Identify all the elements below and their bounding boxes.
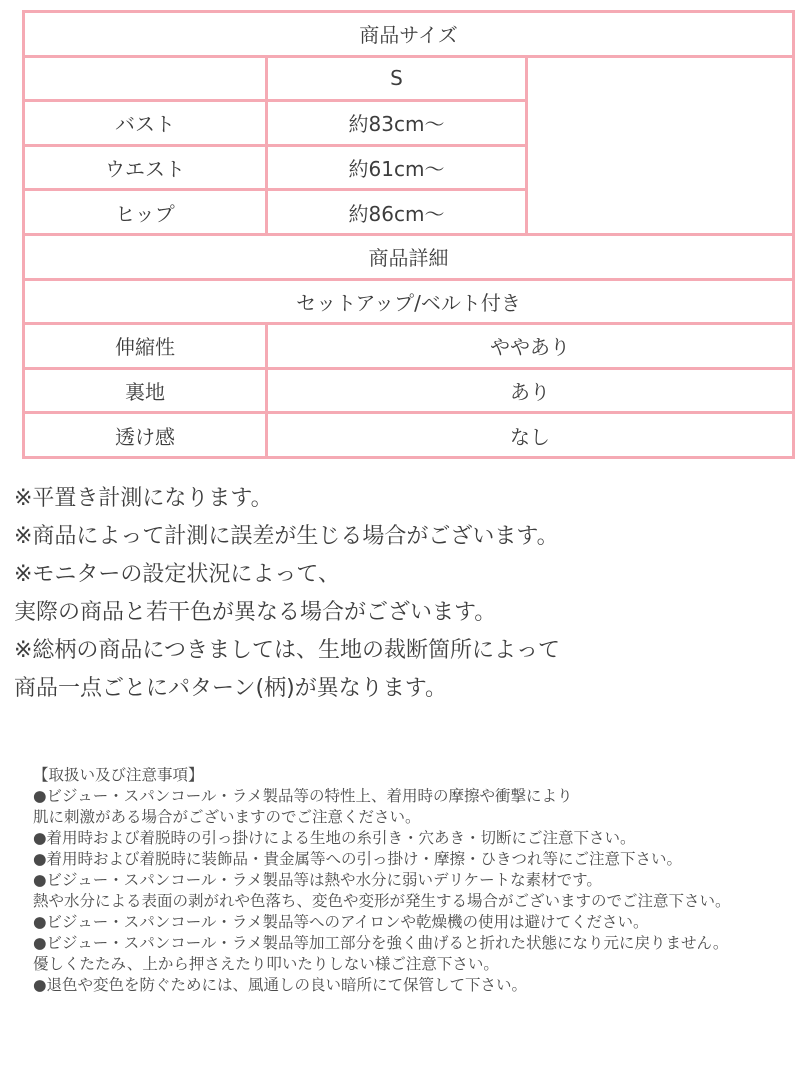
bust-label: バスト — [24, 101, 267, 146]
detail-table-title: 商品詳細 — [24, 234, 794, 279]
care-line: ●着用時および着脱時に装飾品・貴金属等への引っ掛け・摩擦・ひきつれ等にご注意下さい。 — [33, 849, 683, 868]
care-line: 肌に刺激がある場合がございますのでご注意ください。 — [33, 807, 421, 826]
note-line: ※平置き計測になります。 — [14, 485, 273, 511]
measurement-notes — [14, 480, 800, 708]
care-line: ●ビジュー・スパンコール・ラメ製品等は熱や水分に弱いデリケートな素材です。 — [33, 870, 602, 889]
care-line: 熱や水分による表面の剥がれや色落ち、変色や変形が発生する場合がございますのでご注意下さい。 — [33, 891, 731, 910]
note-line: 実際の商品と若干色が異なる場合がございます。 — [14, 599, 497, 625]
care-heading: 【取扱い及び注意事項】 — [33, 765, 204, 784]
table-row — [24, 234, 794, 279]
note-line: 商品一点ごとにパターン(柄)が異なります。 — [14, 675, 447, 701]
note-line: ※モニターの設定状況によって、 — [14, 561, 340, 587]
care-line: ●ビジュー・スパンコール・ラメ製品等加工部分を強く曲げると折れた状態になり元に戻りません。 — [33, 933, 729, 952]
table-row — [24, 368, 794, 413]
sheerness-value: なし — [267, 413, 794, 458]
product-spec-table — [22, 10, 795, 459]
table-row — [24, 56, 794, 101]
care-line: ●ビジュー・スパンコール・ラメ製品等へのアイロンや乾燥機の使用は避けてください。 — [33, 912, 649, 931]
table-row — [24, 324, 794, 369]
stretch-value: ややあり — [267, 324, 794, 369]
size-table-title: 商品サイズ — [24, 12, 794, 57]
bust-value: 約83cm〜 — [267, 101, 527, 146]
care-line: ●退色や変色を防ぐためには、風通しの良い暗所にて保管して下さい。 — [33, 975, 528, 994]
note-line: ※総柄の商品につきましては、生地の裁断箇所によって — [14, 637, 560, 663]
care-line: ●ビジュー・スパンコール・ラメ製品等の特性上、着用時の摩擦や衝撃により — [33, 786, 573, 805]
table-row — [24, 413, 794, 458]
detail-table-subtitle: セットアップ/ベルト付き — [24, 279, 794, 324]
care-line: ●着用時および着脱時の引っ掛けによる生地の糸引き・穴あき・切断にご注意下さい。 — [33, 828, 636, 847]
hip-value: 約86cm〜 — [267, 190, 527, 235]
waist-value: 約61cm〜 — [267, 145, 527, 190]
stretch-label: 伸縮性 — [24, 324, 267, 369]
care-line: 優しくたたみ、上から押さえたり叩いたりしない様ご注意下さい。 — [33, 954, 499, 973]
size-spare-cell — [527, 56, 794, 234]
note-line: ※商品によって計測に誤差が生じる場合がございます。 — [14, 523, 559, 549]
lining-label: 裏地 — [24, 368, 267, 413]
waist-label: ウエスト — [24, 145, 267, 190]
size-header-cell: S — [267, 56, 527, 101]
table-row — [24, 279, 794, 324]
table-row — [24, 12, 794, 57]
hip-label: ヒップ — [24, 190, 267, 235]
care-instructions — [33, 765, 800, 996]
size-header-empty-cell — [24, 56, 267, 101]
sheerness-label: 透け感 — [24, 413, 267, 458]
lining-value: あり — [267, 368, 794, 413]
